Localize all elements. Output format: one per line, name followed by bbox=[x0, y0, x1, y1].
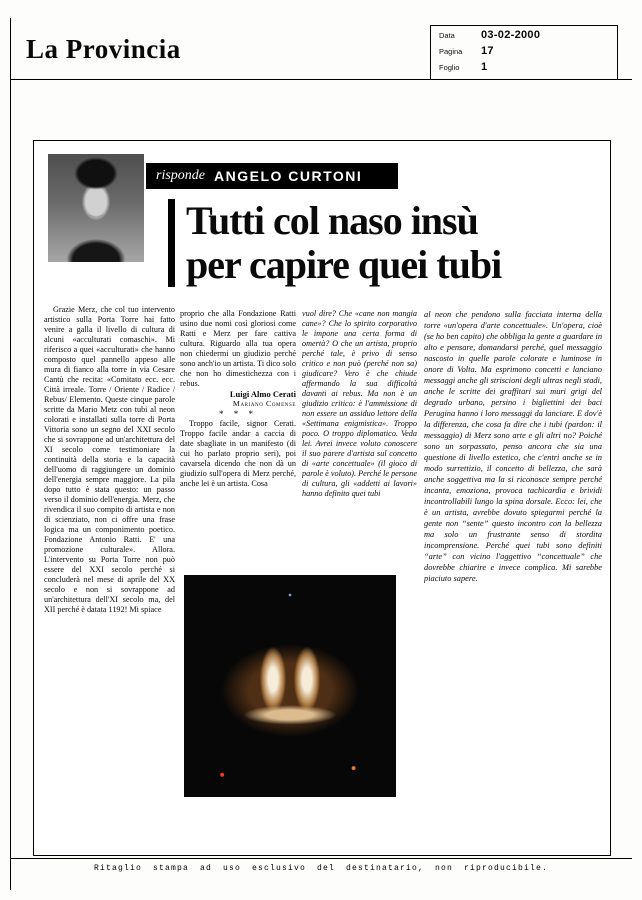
meta-field-value: 03-02-2000 bbox=[481, 29, 541, 41]
response-text-part-3: al neon che pendono sulla facciata interna della torre «un'opera d'arte concettuale». Un'opera, cioè (se ho ben capito) che obbliga la gente a guardare in alto e pensare, domandarsi perché, quel messaggio nascosto in quelle parole colorate e luminose in onore di Volta. Ma esprimono concetti e lanciano messaggi anche gli striscioni degli ultras negli stadi, anche le scritte dei graffitari sui muri grigi del degrado urbano, persino i bigliettini dei baci Perugina hanno i loro messaggi da lanciare. E dov'è la differenza, che cosa fa dire che i tubi (pardon: il messaggio) di Merz sono arte e gli altri no? Poiché sono un sorpassato, penso ancora che sia una questione di livello estetico, che c'entri anche se in modo surrettizio, il concetto di bellezza, che sarà anche soggettiva ma la si riconosce sempre perché incanta, emoziona, provoca tachicardia e brividi incontrollabili lungo la spina dorsale. Ecco: lei, che è un artista, avrebbe dovuto spiegarmi perché la gente non “sente” questo incontro con la bellezza ma solo un frustrante senso di stordita incomprensione. Perché quei tubi sono definiti “arte” con vicino l'aggettivo “concettuale” che dovrebbe chiarire e invece complica. Mi sarebbe piaciuto sapere. bbox=[424, 310, 602, 583]
meta-row-date bbox=[439, 29, 609, 45]
meta-field-label: Pagina bbox=[439, 47, 463, 56]
body-column-2 bbox=[180, 309, 296, 571]
neon-tubes-night-photo bbox=[184, 575, 396, 797]
banner-author-name: ANGELO CURTONI bbox=[214, 168, 363, 184]
body-column-1 bbox=[44, 305, 175, 825]
footer-divider-line bbox=[10, 858, 632, 859]
clipping-meta-box bbox=[430, 25, 618, 80]
meta-row-page bbox=[439, 45, 609, 61]
meta-field-label: Data bbox=[439, 31, 455, 40]
article-headline bbox=[168, 199, 624, 287]
headline-line-1: Tutti col naso insù bbox=[186, 198, 478, 243]
body-column-3 bbox=[302, 309, 417, 571]
response-banner bbox=[146, 163, 398, 189]
article-box bbox=[33, 140, 611, 856]
body-column-4 bbox=[424, 309, 602, 831]
clipping-footer-note: Ritaglio stampa ad uso esclusivo del destinatario, non riproducibile. bbox=[93, 864, 549, 873]
left-margin-rule bbox=[10, 18, 11, 890]
headline-line-2: per capire quei tubi bbox=[186, 242, 502, 287]
letter-author-city: Mariano Comense bbox=[232, 399, 296, 408]
response-text-part-1: Troppo facile, signor Cerati. Troppo facile andar a caccia di date sbagliate in un manifesto (di cui ho parlato proprio seri), poi cavarsela dicendo che non dà un giudizio sull'opera di Merz perché, anche lei è un artista. Cosa bbox=[180, 419, 296, 488]
newspaper-masthead: La Provincia bbox=[26, 34, 181, 64]
letter-text-part-1: Grazie Merz, che col tuo intervento artistico sulla Porta Torre hai fatto venire a galla il livello di cultura di alcuni «acculturati comaschi». Mi riferisco a quei «acculturati» che hanno composto quel pannello appeso alle mura di fianco alla torre in via Cesare Cantù che recita: «Comitato ecc. ecc. Città irreale. Torre / Oriente / Radice / Rebus/ Elemento. Queste cinque parole scritte da Mario Metz con tubi al neon colorati e installati sulla torre di Porta Vittoria sono un segno del XXI secolo che si sovrappone ad un'architettura del XI secolo come testimoniare la continuità della storia e la capacità dell'uomo di raggiungere un dominio dell'energia sempre maggiore. La pila dopo tutto è stata questo: un passo verso il dominio dell'energia. Merz, che rivendica il suo compito di artista e non di scienziato, non ci offre una frase logica ma un componimento poetico. Fondazione Antonio Ratti. E' una promozione culturale». Allora. L'intervento su Porta Torre non può essere del XXI secolo perché si concluderà nel mese di aprile del XX secolo e non si sovrappone ad un'architettura dell'XI secolo ma, del XII perché è datata 1192! Mi spiace bbox=[44, 305, 175, 614]
letter-text-part-2: proprio che alla Fondazione Ratti usino due nomi così gloriosi come Ratti e Merz per fare cattiva cultura. Riguardo alla tua opera non chiedermi un giudizio perché sono anch'io un artista. Ti dico solo che non ho dimestichezza con i rebus. bbox=[180, 309, 296, 388]
section-separator: * * * bbox=[219, 409, 257, 419]
header-divider-line bbox=[10, 79, 632, 80]
meta-field-value: 17 bbox=[481, 45, 494, 57]
letter-author-signature: Luigi Almo Cerati bbox=[229, 389, 296, 399]
response-text-part-2: vuol dire? Che «cane non mangia cane»? Che lo spirito corporativo le impone una certa forma di omertà? O che un artista, proprio perché tale, è privo di senso critico e non può (perché non sa) giudicare? Vero è che chiude affermando la sua difficoltà davanti ai rebus. Ma non è un giudizio critico: è l'ammissione di non essere un assiduo lettore della «Settimana enigmistica». Troppo poco. O troppo diplomatico. Veda lei. Avrei invece voluto conoscere il suo parere d'artista sul concetto di «arte concettuale» (il gioco di parole è voluto). Perché le persone di cultura, gli «addetti ai lavori» hanno definito quei tubi bbox=[302, 309, 417, 498]
meta-field-label: Foglio bbox=[439, 63, 460, 72]
banner-risponde-label: risponde bbox=[156, 168, 205, 183]
columnist-portrait-photo bbox=[48, 154, 144, 262]
meta-field-value: 1 bbox=[481, 61, 488, 73]
meta-row-sheet bbox=[439, 61, 609, 77]
